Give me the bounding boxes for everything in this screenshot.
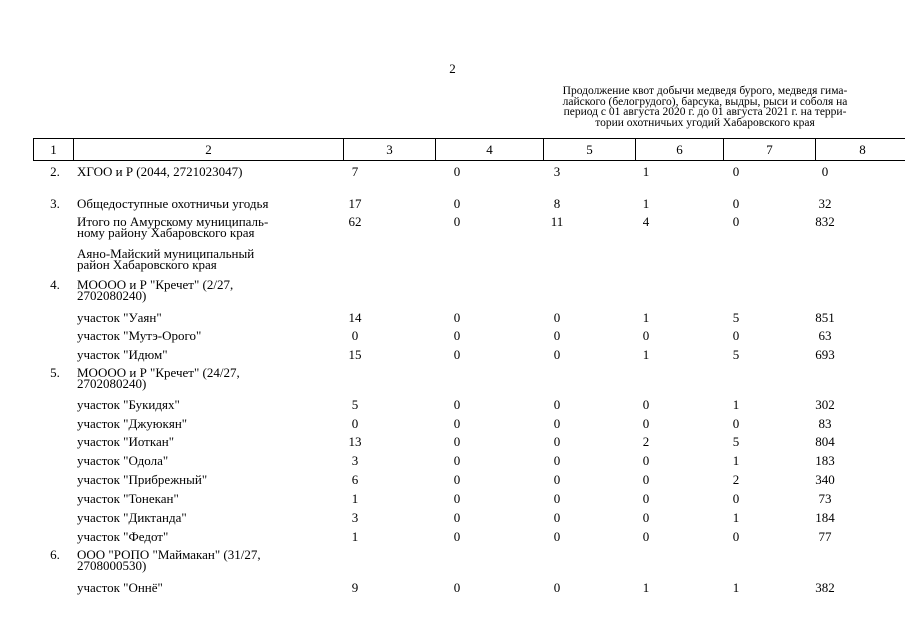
row-value-col-7: 0 [732, 491, 740, 506]
row-value-col-4: 0 [453, 529, 461, 544]
row-name: Аяно-Майский муниципальный [77, 246, 255, 261]
row-name: участок "Прибрежный" [77, 472, 208, 487]
caption-line: период с 01 августа 2020 г. до 01 августа 2021 г. на терри- [563, 106, 847, 118]
row-value-col-3: 15 [348, 347, 362, 362]
row-value-col-4: 0 [453, 510, 461, 525]
row-value-col-6: 0 [642, 416, 650, 431]
row-value-col-6: 0 [642, 491, 650, 506]
row-value-col-4: 0 [453, 491, 461, 506]
row-value-col-4: 0 [453, 214, 461, 229]
row-value-col-5: 0 [553, 529, 561, 544]
row-value-col-7: 0 [732, 214, 740, 229]
row-value-col-5: 0 [553, 510, 561, 525]
row-value-col-5: 0 [553, 434, 561, 449]
header-col-7: 7 [724, 139, 816, 161]
row-value-col-8: 184 [815, 510, 835, 525]
header-col-5: 5 [544, 139, 636, 161]
row-value-col-4: 0 [453, 434, 461, 449]
row-value-col-6: 2 [642, 434, 650, 449]
row-value-col-8: 183 [815, 453, 835, 468]
row-value-col-8: 340 [815, 472, 835, 487]
row-value-col-5: 0 [553, 328, 561, 343]
page-number: 2 [449, 61, 456, 76]
row-value-col-5: 0 [553, 472, 561, 487]
row-value-col-3: 5 [351, 397, 359, 412]
row-name: участок "Одола" [77, 453, 169, 468]
row-value-col-3: 3 [351, 453, 359, 468]
row-value-col-7: 0 [732, 416, 740, 431]
row-value-col-7: 1 [732, 580, 740, 595]
row-value-col-6: 0 [642, 328, 650, 343]
row-value-col-7: 0 [732, 164, 740, 179]
row-index: 4. [50, 277, 60, 292]
row-name: 2702080240) [77, 376, 147, 391]
row-index: 5. [50, 365, 60, 380]
row-value-col-6: 0 [642, 453, 650, 468]
row-index: 2. [50, 164, 60, 179]
row-name: ООО "РОПО "Маймакан" (31/27, [77, 547, 261, 562]
row-value-col-6: 1 [642, 196, 650, 211]
row-value-col-6: 1 [642, 347, 650, 362]
row-value-col-4: 0 [453, 310, 461, 325]
row-value-col-8: 693 [815, 347, 835, 362]
row-name: МОООО и Р "Кречет" (24/27, [77, 365, 240, 380]
row-value-col-3: 9 [351, 580, 359, 595]
row-value-col-7: 2 [732, 472, 740, 487]
row-name: ХГОО и Р (2044, 2721023047) [77, 164, 243, 179]
row-value-col-6: 0 [642, 510, 650, 525]
header-col-3: 3 [344, 139, 436, 161]
row-name: МОООО и Р "Кречет" (2/27, [77, 277, 234, 292]
row-value-col-7: 0 [732, 328, 740, 343]
row-value-col-6: 0 [642, 472, 650, 487]
header-col-8: 8 [816, 139, 905, 161]
row-value-col-3: 0 [351, 328, 359, 343]
row-value-col-3: 7 [351, 164, 359, 179]
row-value-col-3: 3 [351, 510, 359, 525]
row-name: участок "Тонекан" [77, 491, 179, 506]
row-value-col-8: 32 [818, 196, 832, 211]
row-value-col-4: 0 [453, 196, 461, 211]
caption-line: лайского (белогрудого), барсука, выдры, рыси и соболя на [562, 95, 848, 108]
row-value-col-5: 0 [553, 347, 561, 362]
row-name: участок "Букидях" [77, 397, 180, 412]
header-col-4: 4 [436, 139, 544, 161]
row-value-col-5: 0 [553, 580, 561, 595]
row-value-col-8: 77 [818, 529, 832, 544]
row-value-col-8: 0 [821, 164, 829, 179]
row-value-col-7: 0 [732, 529, 740, 544]
row-value-col-5: 8 [553, 196, 561, 211]
row-value-col-5: 0 [553, 310, 561, 325]
row-index: 3. [50, 196, 60, 211]
row-value-col-8: 851 [815, 310, 835, 325]
row-name: район Хабаровского края [77, 257, 217, 272]
row-value-col-6: 0 [642, 529, 650, 544]
row-value-col-4: 0 [453, 347, 461, 362]
row-value-col-7: 5 [732, 310, 740, 325]
row-value-col-7: 1 [732, 397, 740, 412]
row-name: участок "Диктанда" [77, 510, 187, 525]
row-value-col-4: 0 [453, 472, 461, 487]
row-value-col-4: 0 [453, 453, 461, 468]
row-value-col-8: 73 [818, 491, 832, 506]
row-value-col-3: 62 [348, 214, 362, 229]
row-name: участок "Идюм" [77, 347, 168, 362]
row-name: участок "Уаян" [77, 310, 162, 325]
row-value-col-8: 382 [815, 580, 835, 595]
row-name: 2702080240) [77, 288, 147, 303]
row-value-col-5: 0 [553, 453, 561, 468]
header-col-1: 1 [34, 139, 74, 161]
row-value-col-3: 13 [348, 434, 362, 449]
row-value-col-4: 0 [453, 580, 461, 595]
row-value-col-8: 832 [815, 214, 835, 229]
row-value-col-7: 1 [732, 453, 740, 468]
row-value-col-7: 5 [732, 347, 740, 362]
row-value-col-5: 11 [550, 214, 564, 229]
row-name: участок "Федот" [77, 529, 169, 544]
row-value-col-6: 1 [642, 310, 650, 325]
row-name: участок "Мутэ-Орого" [77, 328, 202, 343]
row-value-col-3: 1 [351, 491, 359, 506]
header-col-2: 2 [74, 139, 344, 161]
row-value-col-6: 1 [642, 580, 650, 595]
row-value-col-8: 63 [818, 328, 832, 343]
row-value-col-3: 17 [348, 196, 362, 211]
row-value-col-5: 0 [553, 397, 561, 412]
row-value-col-7: 5 [732, 434, 740, 449]
row-name: ному району Хабаровского края [77, 225, 255, 240]
row-value-col-5: 0 [553, 491, 561, 506]
row-name: 2708000530) [77, 558, 147, 573]
row-value-col-4: 0 [453, 164, 461, 179]
row-value-col-3: 6 [351, 472, 359, 487]
row-name: Общедоступные охотничьи угодья [77, 196, 269, 211]
row-name: участок "Джуюкян" [77, 416, 188, 431]
row-value-col-8: 302 [815, 397, 835, 412]
header-col-6: 6 [636, 139, 724, 161]
row-value-col-8: 804 [815, 434, 835, 449]
row-value-col-6: 0 [642, 397, 650, 412]
row-value-col-6: 4 [642, 214, 650, 229]
row-value-col-5: 3 [553, 164, 561, 179]
caption-line: тории охотничьих угодий Хабаровского края [595, 116, 815, 129]
row-value-col-6: 1 [642, 164, 650, 179]
row-index: 6. [50, 547, 60, 562]
row-value-col-7: 0 [732, 196, 740, 211]
caption-line: Продолжение квот добычи медведя бурого, медведя гима- [562, 85, 848, 97]
row-value-col-3: 0 [351, 416, 359, 431]
row-name: участок "Оннё" [77, 580, 163, 595]
row-value-col-3: 1 [351, 529, 359, 544]
row-name: участок "Иоткан" [77, 434, 175, 449]
row-value-col-4: 0 [453, 328, 461, 343]
row-value-col-4: 0 [453, 416, 461, 431]
row-value-col-7: 1 [732, 510, 740, 525]
row-value-col-4: 0 [453, 397, 461, 412]
row-value-col-3: 14 [348, 310, 362, 325]
row-name: Итого по Амурскому муниципаль- [77, 214, 269, 229]
row-value-col-5: 0 [553, 416, 561, 431]
row-value-col-8: 83 [818, 416, 832, 431]
